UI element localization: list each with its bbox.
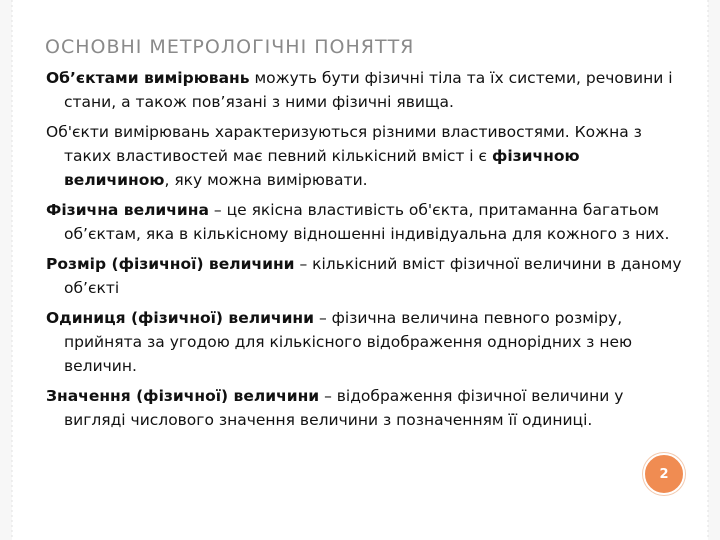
list-item (46, 252, 686, 300)
list-item (46, 198, 686, 246)
definition: – це якісна властивість об'єкта, притаманна багатьом об’єктам, яка в кількісному відношенні індивідуальна для кожного з них. (64, 201, 670, 243)
list-item (46, 306, 686, 378)
definition-intro: Об'єкти вимірювань характеризуються різними властивостями. Кожна з таких властивостей має певний кількісний вміст і є (46, 123, 642, 165)
slide-title: ОСНОВНІ МЕТРОЛОГІЧНІ ПОНЯТТЯ (45, 36, 415, 58)
term: Розмір (фізичної) величини (46, 255, 295, 273)
term: Об’єктами вимірювань (46, 69, 250, 87)
term: Одиниця (фізичної) величини (46, 309, 315, 327)
definition: – кількісний вміст фізичної величини в даному об’єкті (64, 255, 682, 297)
list-item (46, 384, 686, 432)
term: Фізична величина (46, 201, 209, 219)
term: фізичною величиною (64, 147, 580, 189)
definition: , яку можна вимірювати. (164, 171, 368, 189)
list-item (46, 120, 686, 192)
definitions-list (46, 66, 686, 438)
list-item (46, 66, 686, 114)
term: Значення (фізичної) величини (46, 387, 320, 405)
definition: – відображення фізичної величини у вигляді числового значення величини з позначенням її одиниці. (64, 387, 624, 429)
page-number-badge: 2 (643, 453, 685, 495)
left-edge-decoration (0, 0, 22, 540)
definition: – фізична величина певного розміру, прийнята за угодою для кількісного відображення однорідних з нею величин. (64, 309, 633, 375)
definition: можуть бути фізичні тіла та їх системи, речовини і стани, а також пов’язані з ними фізичні явища. (64, 69, 673, 111)
right-edge-decoration (698, 0, 720, 540)
